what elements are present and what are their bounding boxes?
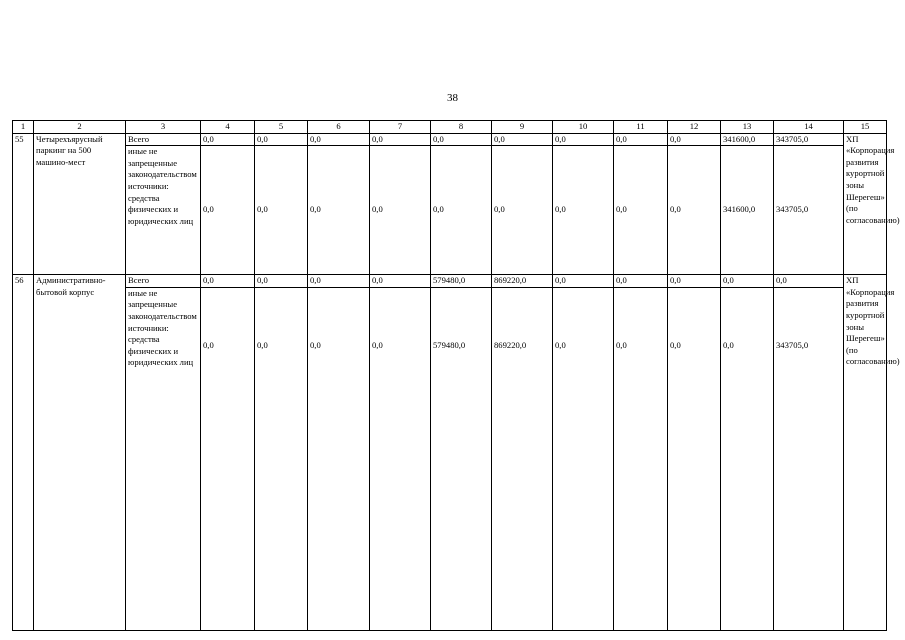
- object-name: Четырехъярусный паркинг на 500 машино-мест: [34, 133, 126, 275]
- value-cell: 579480,0: [431, 287, 492, 630]
- budget-table: [12, 120, 900, 631]
- value-cell: 343705,0: [774, 146, 844, 275]
- value-cell: 0,0: [370, 133, 431, 146]
- value-cell: 341600,0: [721, 133, 774, 146]
- value-cell: 0,0: [614, 133, 668, 146]
- value-cell: 0,0: [201, 287, 255, 630]
- value-cell: 0,0: [308, 133, 370, 146]
- column-header: 6: [308, 121, 370, 134]
- funding-source: иные не запрещенные законодательством источники: средства физических и юридических лиц: [126, 146, 201, 275]
- column-header: 4: [201, 121, 255, 134]
- value-cell: 0,0: [308, 275, 370, 288]
- column-header: 1: [13, 121, 34, 134]
- value-cell: 0,0: [255, 146, 308, 275]
- column-header: 7: [370, 121, 431, 134]
- value-cell: 343705,0: [774, 287, 844, 630]
- value-cell: 0,0: [492, 133, 553, 146]
- value-cell: 0,0: [308, 287, 370, 630]
- column-header: 5: [255, 121, 308, 134]
- executor-cell: ХП «Корпорация развития курортной зоны Шерегеш» (по согласованию): [844, 275, 887, 631]
- column-header: 12: [668, 121, 721, 134]
- row-number: 55: [13, 133, 34, 275]
- value-cell: 869220,0: [492, 287, 553, 630]
- value-cell: 579480,0: [431, 275, 492, 288]
- value-cell: 869220,0: [492, 275, 553, 288]
- value-cell: 0,0: [721, 275, 774, 288]
- value-cell: 0,0: [431, 133, 492, 146]
- value-cell: 0,0: [553, 287, 614, 630]
- funding-source: иные не запрещенные законодательством источники: средства физических и юридических лиц: [126, 287, 201, 630]
- value-cell: 0,0: [255, 133, 308, 146]
- value-cell: 0,0: [201, 275, 255, 288]
- value-cell: 0,0: [553, 275, 614, 288]
- value-cell: 0,0: [668, 275, 721, 288]
- value-cell: 0,0: [668, 287, 721, 630]
- value-cell: 0,0: [614, 275, 668, 288]
- value-cell: 0,0: [553, 133, 614, 146]
- value-cell: 341600,0: [721, 146, 774, 275]
- object-name: Административно-бытовой корпус: [34, 275, 126, 631]
- page-number: 38: [447, 92, 458, 104]
- column-header: 2: [34, 121, 126, 134]
- executor-cell: ХП «Корпорация развития курортной зоны Шерегеш» (по согласованию): [844, 133, 887, 275]
- header-row: [13, 121, 887, 134]
- value-cell: 0,0: [308, 146, 370, 275]
- value-cell: 0,0: [370, 275, 431, 288]
- value-cell: 0,0: [668, 146, 721, 275]
- total-label: Всего: [126, 133, 201, 146]
- column-header: 14: [774, 121, 844, 134]
- value-cell: 0,0: [431, 146, 492, 275]
- table-row: [13, 275, 887, 288]
- value-cell: 343705,0: [774, 133, 844, 146]
- table-row: [13, 146, 887, 275]
- value-cell: 0,0: [255, 287, 308, 630]
- column-header: 9: [492, 121, 553, 134]
- column-header: 15: [844, 121, 887, 134]
- value-cell: 0,0: [614, 287, 668, 630]
- table-row: [13, 287, 887, 630]
- table-row: [13, 133, 887, 146]
- value-cell: 0,0: [553, 146, 614, 275]
- value-cell: 0,0: [201, 133, 255, 146]
- total-label: Всего: [126, 275, 201, 288]
- column-header: 3: [126, 121, 201, 134]
- value-cell: 0,0: [774, 275, 844, 288]
- row-number: 56: [13, 275, 34, 631]
- value-cell: 0,0: [370, 146, 431, 275]
- column-header: 13: [721, 121, 774, 134]
- value-cell: 0,0: [255, 275, 308, 288]
- column-header: 11: [614, 121, 668, 134]
- value-cell: 0,0: [201, 146, 255, 275]
- value-cell: 0,0: [668, 133, 721, 146]
- column-header: 10: [553, 121, 614, 134]
- value-cell: 0,0: [614, 146, 668, 275]
- value-cell: 0,0: [370, 287, 431, 630]
- value-cell: 0,0: [492, 146, 553, 275]
- column-header: 8: [431, 121, 492, 134]
- value-cell: 0,0: [721, 287, 774, 630]
